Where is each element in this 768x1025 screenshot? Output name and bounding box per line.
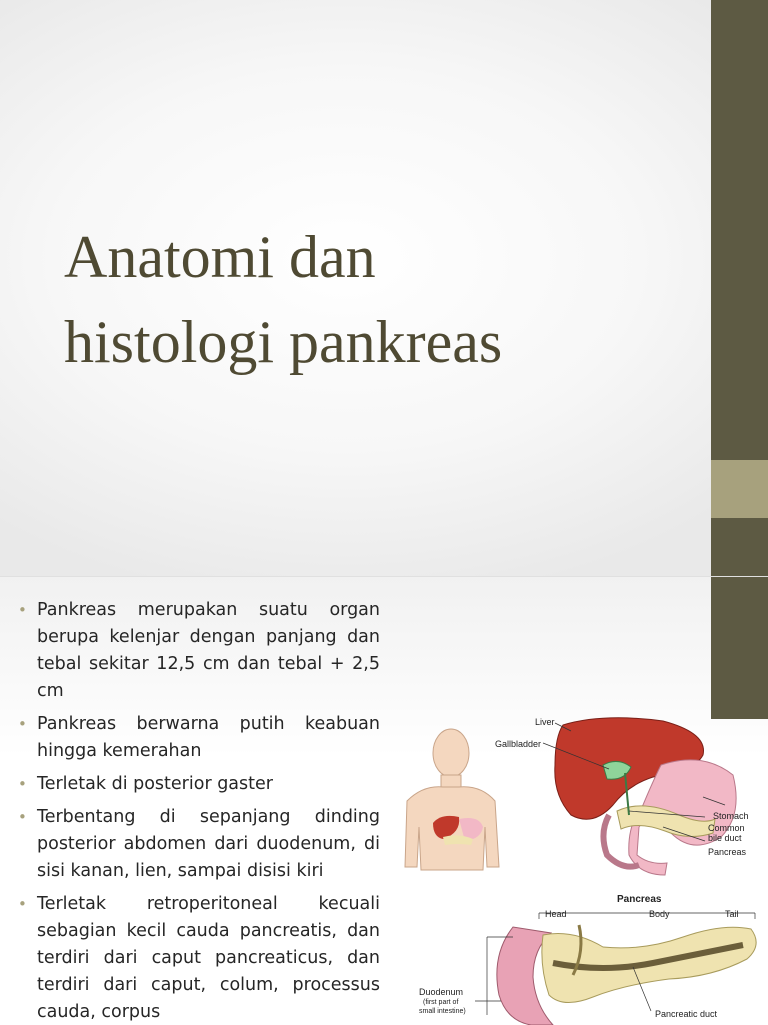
bullet-item — [18, 711, 380, 765]
label-common-bile-duct-1: Common — [708, 823, 745, 833]
accent-bar-dark-lower — [711, 518, 768, 576]
label-body: Body — [649, 909, 670, 919]
slide-title — [64, 215, 704, 385]
bullet-text: Terbentang di sepanjang dinding posterior abdomen dari duodenum, di sisi kanan, lien, sampai disisi kiri — [37, 807, 380, 881]
bullet-text: Terletak retroperitoneal kecuali sebagian kecil cauda pancreatis, dan terdiri dari caput pancreaticus, dan terdiri dari caput, colum, processus cauda, corpus — [37, 894, 380, 1022]
bullet-list — [18, 597, 380, 1025]
bullet-item — [18, 597, 380, 705]
title-line-1: Anatomi dan — [64, 224, 376, 290]
bullet-text: Pankreas berwarna putih keabuan hingga kemerahan — [37, 714, 380, 761]
label-duodenum-note-2: small intestine) — [419, 1008, 466, 1015]
anatomy-illustration — [403, 715, 768, 1025]
bullet-icon: • — [18, 775, 27, 793]
title-line-2: histologi pankreas — [64, 309, 503, 375]
label-liver: Liver — [535, 717, 555, 727]
label-pancreas-title: Pancreas — [617, 894, 662, 905]
label-pancreatic-duct: Pancreatic duct — [655, 1009, 718, 1019]
label-duodenum-note-1: (first part of — [423, 999, 459, 1006]
label-duodenum: Duodenum — [419, 987, 464, 997]
bullet-item — [18, 804, 380, 885]
bullet-text: Terletak di posterior gaster — [37, 774, 273, 794]
label-stomach: Stomach — [713, 811, 749, 821]
label-head: Head — [545, 909, 567, 919]
content-slide — [0, 576, 768, 1025]
accent-bar-dark-slide2 — [711, 577, 768, 719]
accent-bar-light — [711, 460, 768, 518]
bullet-icon: • — [18, 895, 27, 913]
pancreas-anatomy-figure — [403, 715, 768, 1025]
label-common-bile-duct-2: bile duct — [708, 833, 742, 843]
bullet-icon: • — [18, 808, 27, 826]
human-torso-icon — [405, 729, 499, 870]
bullet-icon: • — [18, 715, 27, 733]
label-gallbladder: Gallbladder — [495, 739, 542, 749]
bullet-text: Pankreas merupakan suatu organ berupa kelenjar dengan panjang dan tebal sekitar 12,5 cm dan tebal + 2,5 cm — [37, 600, 380, 701]
label-pancreas-upper: Pancreas — [708, 847, 747, 857]
bullet-icon: • — [18, 601, 27, 619]
accent-bar-dark — [711, 0, 768, 460]
bullet-item — [18, 771, 380, 798]
bullet-item — [18, 891, 380, 1025]
label-tail: Tail — [725, 909, 739, 919]
